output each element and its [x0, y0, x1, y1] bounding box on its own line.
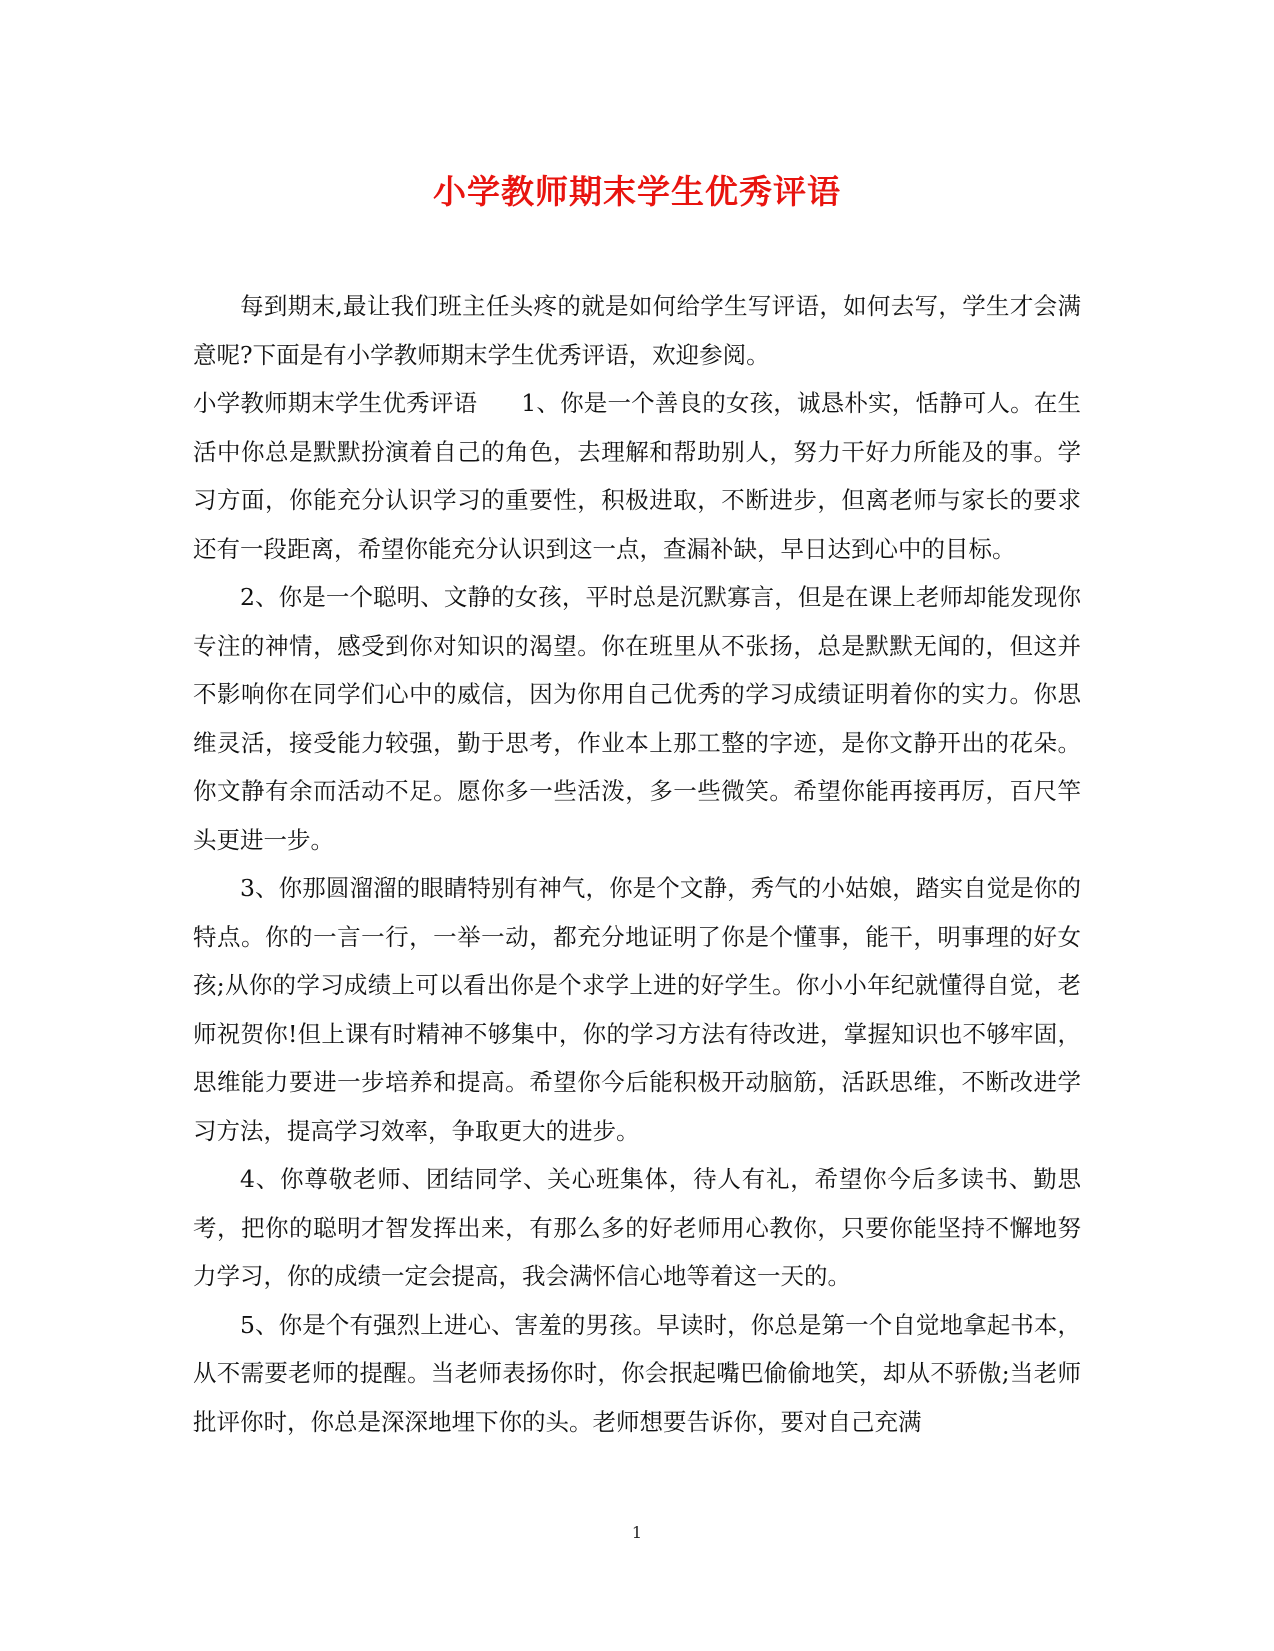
- comment-text-1: 1、你是一个善良的女孩，诚恳朴实，恬静可人。在生活中你总是默默扮演着自己的角色，去理解和帮助别人，努力干好力所能及的事。学习方面，你能充分认识学习的重要性，积极进取，不断进步，但离老师与家长的要求还有一段距离，希望你能充分认识到这一点，查漏补缺，早日达到心中的目标。: [193, 389, 1082, 563]
- section-heading: 小学教师期末学生优秀评语: [193, 389, 478, 417]
- intro-paragraph: 每到期末,最让我们班主任头疼的就是如何给学生写评语，如何去写，学生才会满意呢?下面是有小学教师期末学生优秀评语，欢迎参阅。: [193, 292, 1081, 369]
- page-number: 1: [631, 1523, 643, 1542]
- comment-paragraph-4: 4、你尊敬老师、团结同学、关心班集体，待人有礼，希望你今后多读书、勤思考，把你的聪明才智发挥出来，有那么多的好老师用心教你，只要你能坚持不懈地努力学习，你的成绩一定会提高，我会满怀信心地等着这一天的。: [193, 1165, 1081, 1290]
- comment-paragraph-2: 2、你是一个聪明、文静的女孩，平时总是沉默寡言，但是在课上老师却能发现你专注的神情，感受到你对知识的渴望。你在班里从不张扬，总是默默无闻的，但这并不影响你在同学们心中的威信，因为你用自己优秀的学习成绩证明着你的实力。你思维灵活，接受能力较强，勤于思考，作业本上那工整的字迹，是你文静开出的花朵。你文静有余而活动不足。愿你多一些活泼，多一些微笑。希望你能再接再厉，百尺竿头更进一步。: [193, 583, 1081, 854]
- comment-paragraph-5: 5、你是个有强烈上进心、害羞的男孩。早读时，你总是第一个自觉地拿起书本，从不需要老师的提醒。当老师表扬你时，你会抿起嘴巴偷偷地笑，却从不骄傲;当老师批评你时，你总是深深地埋下你的头。老师想要告诉你，要对自己充满: [193, 1310, 1081, 1436]
- document-body: [193, 282, 1081, 1446]
- document-title: 小学教师期末学生优秀评语: [433, 172, 841, 211]
- comment-paragraph-1: [193, 379, 1081, 573]
- comment-paragraph-3: 3、你那圆溜溜的眼睛特别有神气，你是个文静，秀气的小姑娘，踏实自觉是你的特点。你的一言一行，一举一动，都充分地证明了你是个懂事，能干，明事理的好女孩;从你的学习成绩上可以看出你是个求学上进的好学生。你小小年纪就懂得自觉，老师祝贺你!但上课有时精神不够集中，你的学习方法有待改进，掌握知识也不够牢固，思维能力要进一步培养和提高。希望你今后能积极开动脑筋，活跃思维，不断改进学习方法，提高学习效率，争取更大的进步。: [193, 874, 1081, 1145]
